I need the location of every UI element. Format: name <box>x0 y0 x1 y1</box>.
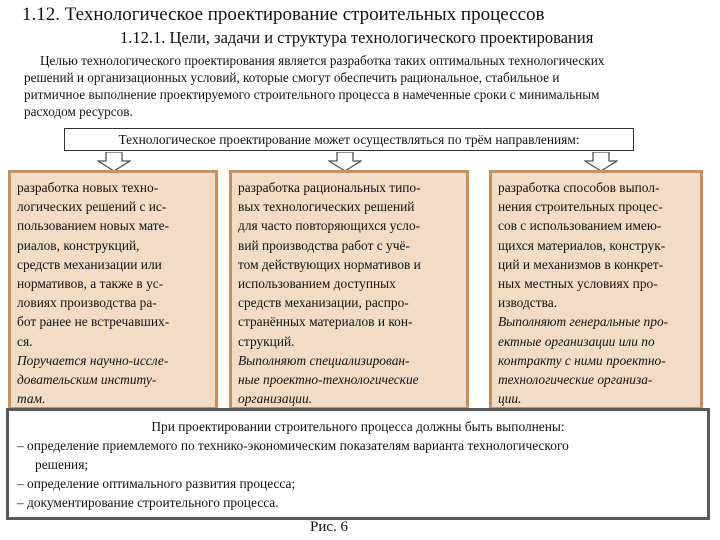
col-performer-line: ции. <box>498 391 522 407</box>
col-line: сов с использованием имею- <box>498 218 662 234</box>
intro-line: Целью технологического проектирования является разработка таких оптимальных технологических <box>40 53 605 68</box>
col-performer-line: контракту с ними проектно- <box>498 352 666 368</box>
col-line: ловиях производства ра- <box>17 295 157 311</box>
figure-caption: Рис. 6 <box>310 519 349 535</box>
col-performer-line: там. <box>17 391 46 407</box>
direction-typical-solutions <box>229 170 469 410</box>
col-line: средств механизации или <box>17 256 162 272</box>
col-line: разработка способов выпол- <box>498 180 660 195</box>
col-line: бот ранее не встречавших- <box>17 314 170 330</box>
col-line: щихся материалов, конструк- <box>498 237 666 253</box>
col-line: разработка новых техно- <box>17 180 159 195</box>
col-line: нения строительных процес- <box>498 199 663 215</box>
col-line: струкций. <box>238 333 295 349</box>
col-performer-line: довательским институ- <box>17 372 157 388</box>
col-line: том действующих нормативов и <box>238 256 421 272</box>
col-line: ся. <box>17 333 33 349</box>
col-performer-line: Поручается научно-иссле- <box>17 352 169 368</box>
col-line: пользованием новых мате- <box>17 218 170 234</box>
col-line: логических решений с ис- <box>17 199 167 215</box>
col-performer-line: технологические организа- <box>498 372 653 388</box>
col-line: использованием доступных <box>238 276 396 292</box>
intro-line: расходом ресурсов. <box>24 104 133 119</box>
col-line: ций и механизмов в конкрет- <box>498 256 664 272</box>
col-performer-line: ектные организации или по <box>498 333 655 349</box>
col-line: риалов, конструкций, <box>17 237 140 253</box>
subsection-title: 1.12.1. Цели, задачи и структура технологического проектирования <box>120 28 594 47</box>
col-line: разработка рациональных типо- <box>238 180 421 195</box>
col-line: нормативов, а также в ус- <box>17 276 164 292</box>
col-performer-line: организации. <box>238 391 313 407</box>
col-line: вий производства работ с учё- <box>238 237 410 253</box>
col-line: для часто повторяющихся усло- <box>238 218 421 234</box>
requirement-item: – документирование строительного процесса. <box>17 495 279 510</box>
col-line: странённых материалов и кон- <box>238 314 413 330</box>
requirements-box <box>6 408 710 520</box>
requirements-heading: При проектировании строительного процесса должны быть выполнены: <box>151 419 565 434</box>
col-performer-line: Выполняют специализирован- <box>238 352 410 368</box>
col-line: вых технологических решений <box>238 199 415 215</box>
section-title: 1.12. Технологическое проектирование строительных процессов <box>22 4 545 25</box>
down-arrow-icon <box>328 152 362 172</box>
direction-new-solutions <box>8 170 218 410</box>
requirement-item: – определение приемлемого по технико-экономическим показателям варианта технологического <box>17 438 569 453</box>
intro-line: решений и организационных условий, которые смогут обеспечить рациональное, стабильное и <box>24 70 560 85</box>
col-performer-line: Выполняют генеральные про- <box>498 314 669 330</box>
down-arrow-icon <box>584 152 618 172</box>
intro-line: ритмичное выполнение проектируемого строительного процесса в намеченные сроки с минимальным <box>24 87 600 102</box>
requirement-item-continued: решения; <box>35 457 89 472</box>
col-line: ных местных условиях про- <box>498 276 658 292</box>
direction-local-methods <box>489 170 703 410</box>
col-line: изводства. <box>498 295 558 311</box>
down-arrow-icon <box>97 152 131 172</box>
requirement-item: – определение оптимального развития процесса; <box>17 476 296 491</box>
directions-banner: Технологическое проектирование может осуществляться по трём направлениям: <box>64 128 634 151</box>
col-performer-line: ные проектно-технологические <box>238 372 419 388</box>
col-line: средств механизации, распро- <box>238 295 409 311</box>
intro-paragraph <box>24 52 700 120</box>
